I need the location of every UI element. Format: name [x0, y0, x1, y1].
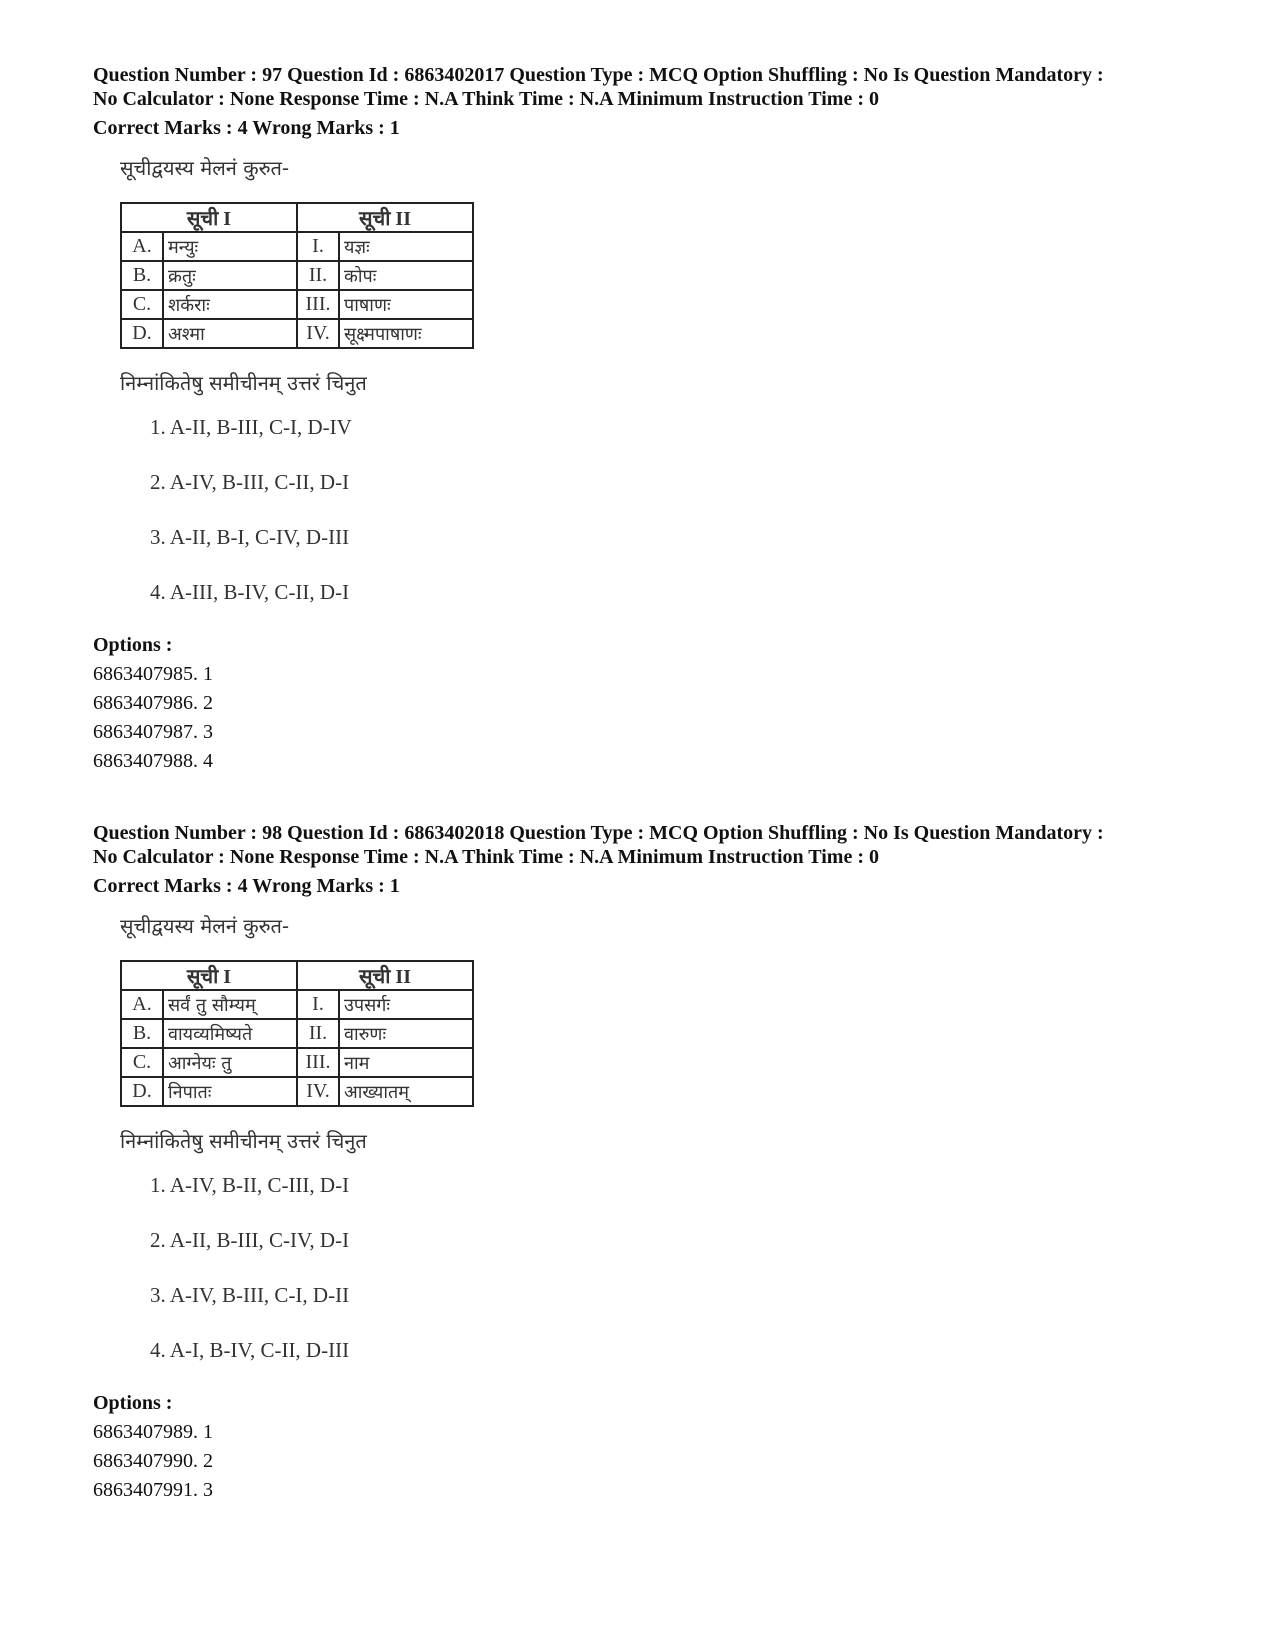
option-item: 6863407987. 3: [93, 721, 213, 743]
match-table: [120, 960, 474, 1107]
options-label: Options :: [93, 1392, 173, 1414]
list-2-label: IV.: [297, 319, 339, 348]
choice-item: 4. A-III, B-IV, C-II, D-I: [150, 580, 350, 604]
options-list: [93, 631, 1193, 776]
table-row: [121, 1048, 473, 1077]
choice-item: 1. A-IV, B-II, C-III, D-I: [150, 1173, 350, 1197]
table-row: [121, 990, 473, 1019]
list-2-label: II.: [297, 261, 339, 290]
question-marks: Correct Marks : 4 Wrong Marks : 1: [93, 117, 400, 139]
question-instruction: सूचीद्वयस्य मेलनं कुरुत-: [120, 156, 290, 180]
list-2-label: III.: [297, 1048, 339, 1077]
choice-list: [150, 415, 1193, 635]
list-2-value: नाम: [339, 1048, 473, 1077]
question-meta-line1: Question Number : 98 Question Id : 6863402018 Question Type : MCQ Option Shuffling : No Is Question Mandatory :: [93, 822, 1104, 844]
list-1-label: B.: [121, 1019, 163, 1048]
table-row: [121, 261, 473, 290]
list-2-header: सूची II: [297, 203, 473, 232]
list-1-header: सूची I: [121, 961, 297, 990]
choice-item: 3. A-IV, B-III, C-I, D-II: [150, 1283, 350, 1307]
list-1-value: आग्नेयः तु: [163, 1048, 297, 1077]
list-2-label: II.: [297, 1019, 339, 1048]
options-label: Options :: [93, 634, 173, 656]
question-marks: Correct Marks : 4 Wrong Marks : 1: [93, 875, 400, 897]
list-2-label: III.: [297, 290, 339, 319]
match-table-header: [121, 961, 473, 990]
list-1-label: C.: [121, 290, 163, 319]
question-meta-line1: Question Number : 97 Question Id : 6863402017 Question Type : MCQ Option Shuffling : No Is Question Mandatory :: [93, 64, 1104, 86]
list-2-label: I.: [297, 232, 339, 261]
question-meta-line2: No Calculator : None Response Time : N.A Think Time : N.A Minimum Instruction Time : 0: [93, 88, 879, 110]
list-2-header: सूची II: [297, 961, 473, 990]
question-content: [120, 154, 1193, 635]
table-row: [121, 290, 473, 319]
list-2-value: वारुणः: [339, 1019, 473, 1048]
list-1-label: A.: [121, 232, 163, 261]
question-meta-line2: No Calculator : None Response Time : N.A Think Time : N.A Minimum Instruction Time : 0: [93, 846, 879, 868]
choice-item: 3. A-II, B-I, C-IV, D-III: [150, 525, 350, 549]
list-2-value: पाषाणः: [339, 290, 473, 319]
list-1-label: D.: [121, 319, 163, 348]
question-block-98: [93, 821, 1193, 1505]
choose-instruction: निम्नांकितेषु समीचीनम् उत्तरं चिनुत: [120, 1129, 367, 1153]
option-item: 6863407988. 4: [93, 750, 213, 772]
question-content: [120, 912, 1193, 1393]
list-2-label: IV.: [297, 1077, 339, 1106]
list-2-value: उपसर्गः: [339, 990, 473, 1019]
list-1-value: अश्मा: [163, 319, 297, 348]
list-2-label: I.: [297, 990, 339, 1019]
list-1-label: A.: [121, 990, 163, 1019]
list-1-value: शर्कराः: [163, 290, 297, 319]
choice-item: 2. A-IV, B-III, C-II, D-I: [150, 470, 350, 494]
list-2-value: कोपः: [339, 261, 473, 290]
choice-item: 4. A-I, B-IV, C-II, D-III: [150, 1338, 350, 1362]
list-1-value: वायव्यमिष्यते: [163, 1019, 297, 1048]
list-1-value: सर्वं तु सौम्यम्: [163, 990, 297, 1019]
choice-item: 1. A-II, B-III, C-I, D-IV: [150, 415, 352, 439]
match-table: [120, 202, 474, 349]
list-1-header: सूची I: [121, 203, 297, 232]
table-row: [121, 1019, 473, 1048]
match-table-header: [121, 203, 473, 232]
list-1-label: C.: [121, 1048, 163, 1077]
list-1-value: क्रतुः: [163, 261, 297, 290]
table-row: [121, 1077, 473, 1106]
question-instruction: सूचीद्वयस्य मेलनं कुरुत-: [120, 914, 290, 938]
choice-item: 2. A-II, B-III, C-IV, D-I: [150, 1228, 350, 1252]
option-item: 6863407986. 2: [93, 692, 213, 714]
list-1-label: D.: [121, 1077, 163, 1106]
list-1-label: B.: [121, 261, 163, 290]
option-item: 6863407990. 2: [93, 1450, 213, 1472]
question-block-97: [93, 63, 1193, 776]
table-row: [121, 319, 473, 348]
option-item: 6863407991. 3: [93, 1479, 213, 1501]
list-2-value: सूक्ष्मपाषाणः: [339, 319, 473, 348]
question-meta: [93, 821, 1193, 898]
list-2-value: आख्यातम्: [339, 1077, 473, 1106]
table-row: [121, 232, 473, 261]
choice-list: [150, 1173, 1193, 1393]
option-item: 6863407985. 1: [93, 663, 213, 685]
list-2-value: यज्ञः: [339, 232, 473, 261]
question-meta: [93, 63, 1193, 140]
list-1-value: मन्युः: [163, 232, 297, 261]
option-item: 6863407989. 1: [93, 1421, 213, 1443]
options-list: [93, 1389, 1193, 1505]
list-1-value: निपातः: [163, 1077, 297, 1106]
choose-instruction: निम्नांकितेषु समीचीनम् उत्तरं चिनुत: [120, 371, 367, 395]
